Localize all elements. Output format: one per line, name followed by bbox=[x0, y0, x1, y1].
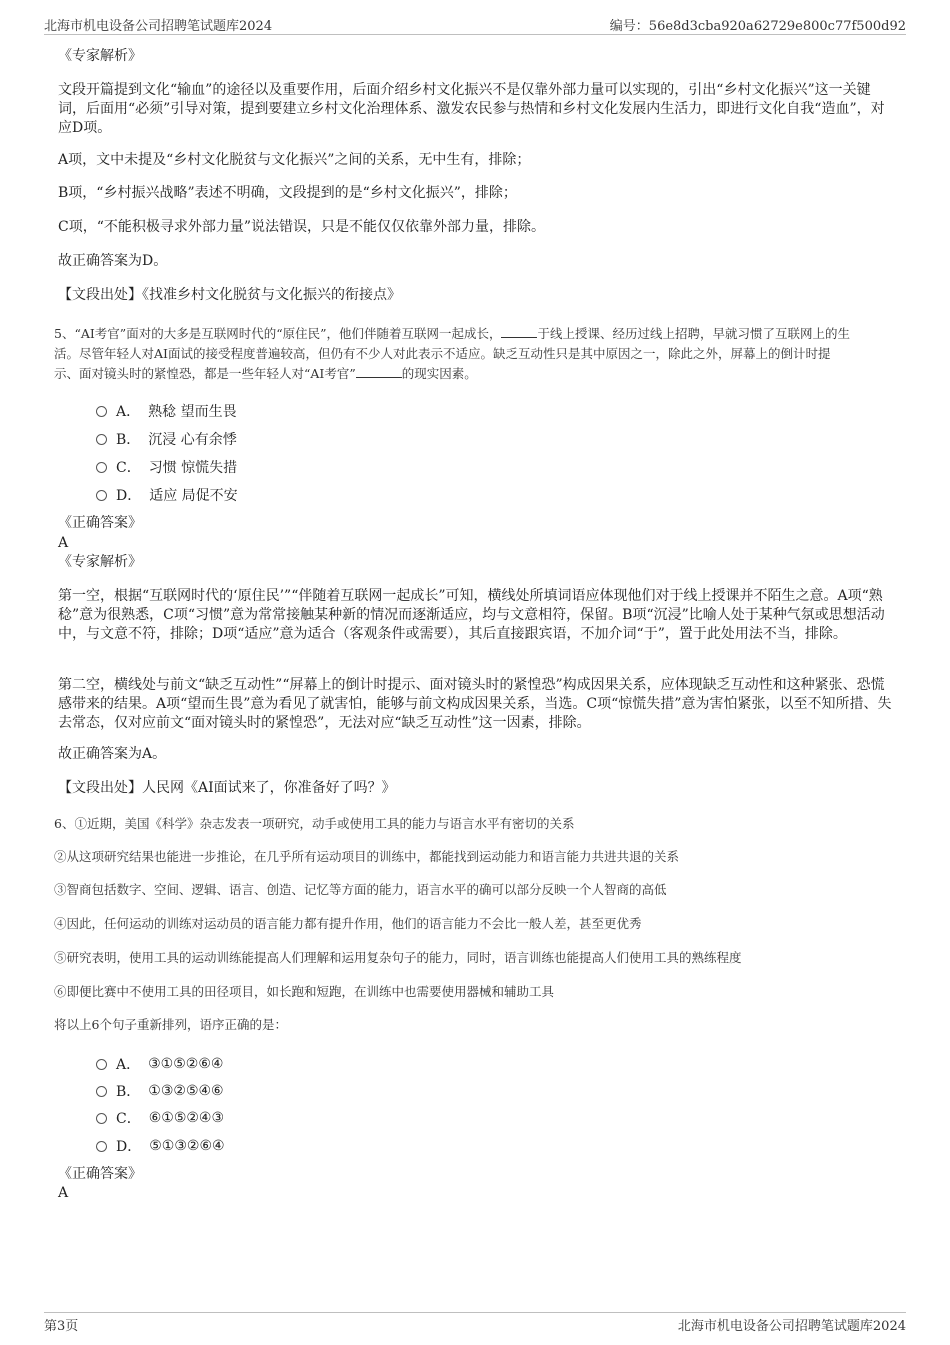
option-text: 沉浸 心有余悸 bbox=[148, 432, 237, 448]
radio-icon[interactable] bbox=[96, 1059, 107, 1070]
option-d[interactable] bbox=[96, 485, 238, 505]
option-c[interactable] bbox=[96, 457, 237, 477]
option-text: ⑥①⑤②④③ bbox=[148, 1110, 225, 1126]
option-text: ⑤①③②⑥④ bbox=[149, 1138, 225, 1154]
option-d[interactable] bbox=[96, 1136, 225, 1156]
option-letter: B． bbox=[116, 432, 141, 448]
radio-icon[interactable] bbox=[96, 462, 107, 473]
radio-icon[interactable] bbox=[96, 1086, 107, 1097]
sentence-1: 6、①近期，美国《科学》杂志发表一项研究，动手或使用工具的能力与语言水平有密切的关系 bbox=[54, 816, 575, 831]
option-letter: A． bbox=[116, 1057, 141, 1073]
footer-title: 北海市机电设备公司招聘笔试题库2024 bbox=[677, 1319, 906, 1334]
option-a[interactable] bbox=[96, 1054, 223, 1074]
header-doc-id: 编号：56e8d3cba920a62729e800c77f500d92 bbox=[609, 19, 906, 34]
expert-analysis-label: 《专家解析》 bbox=[58, 48, 142, 64]
option-letter: C． bbox=[116, 460, 141, 476]
option-text: 熟稔 望而生畏 bbox=[148, 404, 237, 420]
radio-icon[interactable] bbox=[96, 490, 107, 501]
option-letter: C． bbox=[116, 1111, 141, 1127]
option-text: ③①⑤②⑥④ bbox=[148, 1056, 224, 1072]
analysis-paragraph-1: 第一空，根据“互联网时代的‘原住民’”“伴随着互联网一起成长”可知，横线处所填词语应体现他们对于线上授课并不陌生之意。A项“熟稔”意为很熟悉，C项“习惯”意为常常接触某种新的情况而逐渐适应，均与文意相符，保留。B项“沉浸”比喻人处于某种气氛或思想活动中，与文意不符，排除；D项“适应”意为适合（客观条件或需要），其后直接跟宾语，不加介词“于”，置于此处用法不当，排除。 bbox=[58, 588, 885, 642]
question-prompt: 将以上6个句子重新排列，语序正确的是： bbox=[54, 1017, 287, 1032]
sentence-5: ⑤研究表明，使用工具的运动训练能提高人们理解和运用复杂句子的能力，同时，语言训练也能提高人们使用工具的熟练程度 bbox=[54, 950, 742, 965]
question-5-stem bbox=[54, 324, 900, 384]
option-a-analysis: A项，文中未提及“乡村文化脱贫与文化振兴”之间的关系，无中生有，排除； bbox=[58, 152, 531, 168]
option-c[interactable] bbox=[96, 1108, 224, 1128]
stem-part: 的现实因素。 bbox=[401, 366, 477, 381]
source-citation: 【文段出处】人民网《AI面试来了，你准备好了吗？》 bbox=[58, 780, 396, 796]
radio-icon[interactable] bbox=[96, 1113, 107, 1124]
option-text: ①③②⑤④⑥ bbox=[148, 1083, 224, 1099]
sentence-3: ③智商包括数字、空间、逻辑、语言、创造、记忆等方面的能力，语言水平的确可以部分反映一个人智商的高低 bbox=[54, 882, 667, 897]
sentence-4: ④因此，任何运动的训练对运动员的语言能力都有提升作用，他们的语言能力不会比一般人差，甚至更优秀 bbox=[54, 916, 642, 931]
radio-icon[interactable] bbox=[96, 1141, 107, 1152]
conclusion: 故正确答案为A。 bbox=[58, 746, 167, 762]
correct-answer: A bbox=[58, 1185, 69, 1201]
expert-analysis-label: 《专家解析》 bbox=[58, 554, 142, 570]
option-text: 适应 局促不安 bbox=[149, 488, 238, 504]
radio-icon[interactable] bbox=[96, 406, 107, 417]
option-letter: D． bbox=[116, 1139, 142, 1155]
sentence-6: ⑥即便比赛中不使用工具的田径项目，如长跑和短跑，在训练中也需要使用器械和辅助工具 bbox=[54, 984, 555, 999]
correct-answer-label: 《正确答案》 bbox=[58, 1166, 142, 1182]
option-letter: B． bbox=[116, 1084, 141, 1100]
option-b[interactable] bbox=[96, 1081, 224, 1101]
conclusion: 故正确答案为D。 bbox=[58, 253, 168, 269]
analysis-paragraph: 文段开篇提到文化“输血”的途径以及重要作用，后面介绍乡村文化振兴不是仅靠外部力量可以实现的，引出“乡村文化振兴”这一关键词，后面用“必须”引导对策，提到要建立乡村文化治理体系、激发农民参与热情和乡村文化发展内生活力，即进行文化自我“造血”，对应D项。 bbox=[58, 82, 885, 136]
correct-answer-label: 《正确答案》 bbox=[58, 515, 142, 531]
option-b[interactable] bbox=[96, 429, 237, 449]
stem-part: 于线上授课、经历过线上招聘，早就习惯了互联网上的生 bbox=[537, 326, 850, 341]
correct-answer: A bbox=[58, 535, 69, 551]
fill-blank bbox=[501, 337, 537, 338]
stem-part: 5、“AI考官”面对的大多是互联网时代的“原住民”，他们伴随着互联网一起成长， bbox=[54, 326, 502, 341]
option-text: 习惯 惊慌失措 bbox=[148, 460, 238, 476]
page-footer bbox=[44, 1312, 906, 1335]
radio-icon[interactable] bbox=[96, 434, 107, 445]
sentence-2: ②从这项研究结果也能进一步推论，在几乎所有运动项目的训练中，都能找到运动能力和语言能力共进共退的关系 bbox=[54, 849, 680, 864]
option-letter: D． bbox=[116, 488, 142, 504]
page-number: 第3页 bbox=[44, 1319, 79, 1334]
header-title: 北海市机电设备公司招聘笔试题库2024 bbox=[44, 19, 273, 34]
stem-part: 示、面对镜头时的紧惶恐，都是一些年轻人对“AI考官” bbox=[54, 366, 356, 381]
analysis-paragraph-2: 第二空，横线处与前文“缺乏互动性”“屏幕上的倒计时提示、面对镜头时的紧惶恐”构成因果关系，应体现缺乏互动性和这种紧张、恐慌感带来的结果。A项“望而生畏”意为看见了就害怕，能够与前文构成因果关系，当选。C项“惊慌失措”意为害怕紧张，以至不知所措、失去常态，仅对应前文“面对镜头时的紧惶恐”，无法对应“缺乏互动性”这一因素，排除。 bbox=[58, 677, 892, 731]
option-b-analysis: B项，“乡村振兴战略”表述不明确，文段提到的是“乡村文化振兴”，排除； bbox=[58, 185, 517, 201]
option-c-analysis: C项，“不能积极寻求外部力量”说法错误，只是不能仅仅依靠外部力量，排除。 bbox=[58, 219, 546, 235]
stem-part: 活。尽管年轻人对AI面试的接受程度普遍较高，但仍有不少人对此表示不适应。缺乏互动性只是其中原因之一，除此之外，屏幕上的倒计时提 bbox=[54, 346, 831, 361]
page-header bbox=[44, 14, 906, 35]
option-letter: A． bbox=[116, 404, 141, 420]
option-a[interactable] bbox=[96, 401, 237, 421]
fill-blank bbox=[356, 377, 402, 378]
source-citation: 【文段出处】《找准乡村文化脱贫与文化振兴的衔接点》 bbox=[58, 287, 401, 303]
